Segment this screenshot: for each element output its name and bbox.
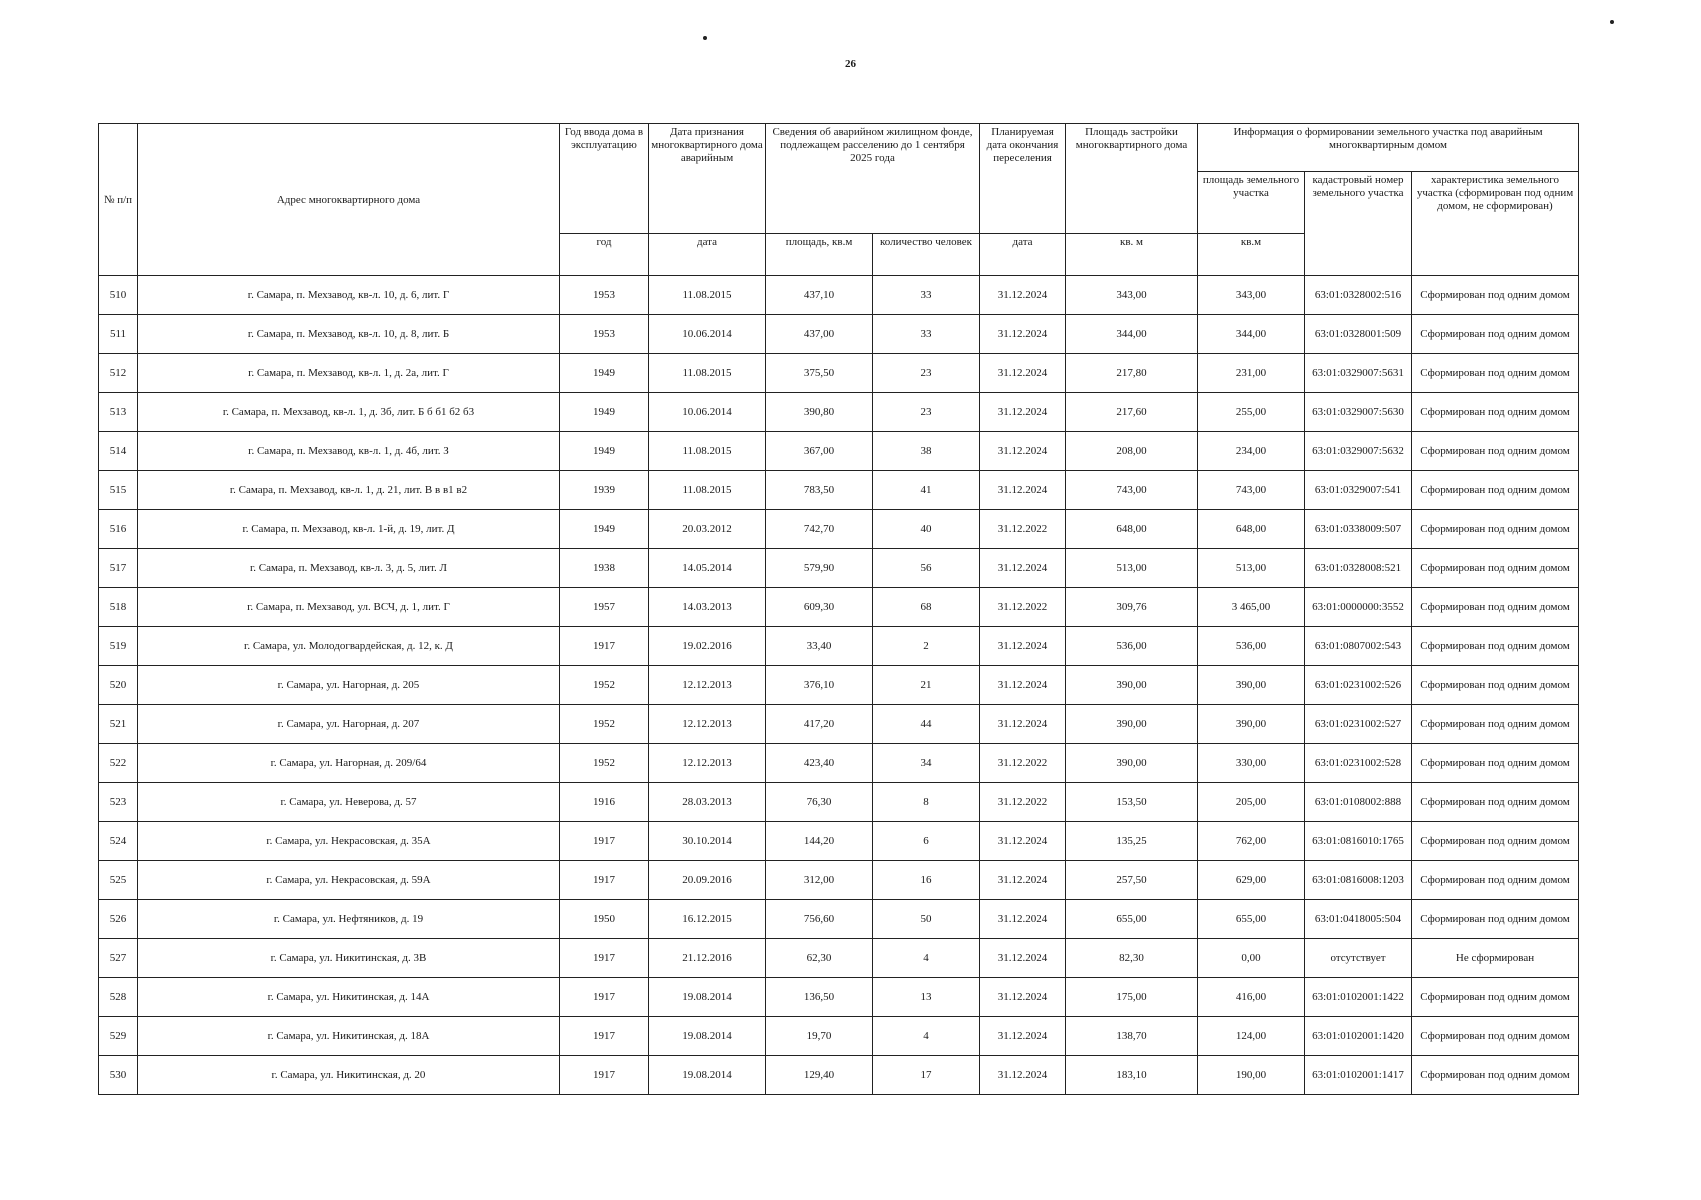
row-people: 2 <box>873 627 980 666</box>
row-address: г. Самара, п. Мехзавод, кв-л. 1, д. 21, лит. В в в1 в2 <box>138 471 560 510</box>
row-year: 1950 <box>560 900 649 939</box>
row-area: 609,30 <box>766 588 873 627</box>
row-land-area: 390,00 <box>1198 666 1305 705</box>
row-year: 1953 <box>560 276 649 315</box>
table-row <box>99 471 1579 510</box>
row-number: 521 <box>99 705 138 744</box>
row-year: 1939 <box>560 471 649 510</box>
row-people: 4 <box>873 1017 980 1056</box>
row-land-area: 743,00 <box>1198 471 1305 510</box>
row-date-emergency: 14.05.2014 <box>649 549 766 588</box>
table-row <box>99 510 1579 549</box>
table-row <box>99 1056 1579 1095</box>
header-land-char: характеристика земельного участка (сформирован под одним домом, не сформирован) <box>1412 172 1579 276</box>
row-building-area: 183,10 <box>1066 1056 1198 1095</box>
row-date-emergency: 11.08.2015 <box>649 432 766 471</box>
row-building-area: 344,00 <box>1066 315 1198 354</box>
row-cadastral: 63:01:0231002:528 <box>1305 744 1412 783</box>
row-number: 512 <box>99 354 138 393</box>
row-year: 1917 <box>560 627 649 666</box>
row-people: 44 <box>873 705 980 744</box>
row-cadastral: 63:01:0329007:5631 <box>1305 354 1412 393</box>
row-address: г. Самара, ул. Некрасовская, д. 59А <box>138 861 560 900</box>
row-address: г. Самара, ул. Никитинская, д. 14А <box>138 978 560 1017</box>
row-people: 68 <box>873 588 980 627</box>
row-land-char: Сформирован под одним домом <box>1412 315 1579 354</box>
row-building-area: 217,80 <box>1066 354 1198 393</box>
row-year: 1916 <box>560 783 649 822</box>
row-land-char: Сформирован под одним домом <box>1412 471 1579 510</box>
row-land-char: Не сформирован <box>1412 939 1579 978</box>
row-date-emergency: 10.06.2014 <box>649 315 766 354</box>
row-number: 513 <box>99 393 138 432</box>
row-area: 312,00 <box>766 861 873 900</box>
row-cadastral: 63:01:0418005:504 <box>1305 900 1412 939</box>
row-area: 33,40 <box>766 627 873 666</box>
row-land-area: 255,00 <box>1198 393 1305 432</box>
row-cadastral: 63:01:0328001:509 <box>1305 315 1412 354</box>
row-number: 520 <box>99 666 138 705</box>
row-cadastral: 63:01:0807002:543 <box>1305 627 1412 666</box>
row-people: 17 <box>873 1056 980 1095</box>
row-date-emergency: 11.08.2015 <box>649 276 766 315</box>
row-date-emergency: 19.08.2014 <box>649 1056 766 1095</box>
row-area: 76,30 <box>766 783 873 822</box>
row-planned-end: 31.12.2024 <box>980 354 1066 393</box>
row-land-area: 344,00 <box>1198 315 1305 354</box>
row-people: 23 <box>873 354 980 393</box>
row-year: 1952 <box>560 705 649 744</box>
row-area: 367,00 <box>766 432 873 471</box>
row-building-area: 390,00 <box>1066 744 1198 783</box>
row-people: 33 <box>873 315 980 354</box>
row-planned-end: 31.12.2022 <box>980 588 1066 627</box>
row-number: 522 <box>99 744 138 783</box>
row-planned-end: 31.12.2024 <box>980 393 1066 432</box>
table-row <box>99 627 1579 666</box>
row-building-area: 257,50 <box>1066 861 1198 900</box>
row-people: 4 <box>873 939 980 978</box>
row-address: г. Самара, ул. Нефтяников, д. 19 <box>138 900 560 939</box>
row-people: 33 <box>873 276 980 315</box>
row-land-area: 655,00 <box>1198 900 1305 939</box>
row-land-char: Сформирован под одним домом <box>1412 393 1579 432</box>
row-date-emergency: 30.10.2014 <box>649 822 766 861</box>
row-number: 510 <box>99 276 138 315</box>
row-building-area: 175,00 <box>1066 978 1198 1017</box>
row-year: 1917 <box>560 822 649 861</box>
row-land-area: 536,00 <box>1198 627 1305 666</box>
unit-building: кв. м <box>1066 234 1198 276</box>
unit-date: дата <box>649 234 766 276</box>
row-area: 579,90 <box>766 549 873 588</box>
row-number: 528 <box>99 978 138 1017</box>
table-row <box>99 744 1579 783</box>
row-year: 1957 <box>560 588 649 627</box>
row-land-area: 3 465,00 <box>1198 588 1305 627</box>
header-land-area: площадь земельного участка <box>1198 172 1305 234</box>
row-building-area: 309,76 <box>1066 588 1198 627</box>
row-people: 38 <box>873 432 980 471</box>
unit-end-date: дата <box>980 234 1066 276</box>
row-people: 6 <box>873 822 980 861</box>
row-date-emergency: 12.12.2013 <box>649 666 766 705</box>
row-planned-end: 31.12.2024 <box>980 276 1066 315</box>
row-number: 527 <box>99 939 138 978</box>
header-housing-info: Сведения об аварийном жилищном фонде, подлежащем расселению до 1 сентября 2025 года <box>766 124 980 234</box>
row-cadastral: 63:01:0328002:516 <box>1305 276 1412 315</box>
header-date-emergency: Дата признания многоквартирного дома аварийным <box>649 124 766 234</box>
row-cadastral: 63:01:0816010:1765 <box>1305 822 1412 861</box>
table-row <box>99 666 1579 705</box>
table-row <box>99 1017 1579 1056</box>
header-num: № п/п <box>99 124 138 276</box>
row-planned-end: 31.12.2024 <box>980 861 1066 900</box>
row-address: г. Самара, п. Мехзавод, кв-л. 1, д. 4б, лит. З <box>138 432 560 471</box>
row-building-area: 655,00 <box>1066 900 1198 939</box>
row-planned-end: 31.12.2024 <box>980 666 1066 705</box>
unit-area: площадь, кв.м <box>766 234 873 276</box>
row-cadastral: 63:01:0816008:1203 <box>1305 861 1412 900</box>
row-planned-end: 31.12.2022 <box>980 744 1066 783</box>
table-row <box>99 549 1579 588</box>
row-building-area: 135,25 <box>1066 822 1198 861</box>
row-address: г. Самара, ул. Неверова, д. 57 <box>138 783 560 822</box>
row-area: 144,20 <box>766 822 873 861</box>
row-address: г. Самара, п. Мехзавод, кв-л. 1-й, д. 19, лит. Д <box>138 510 560 549</box>
row-land-char: Сформирован под одним домом <box>1412 276 1579 315</box>
row-area: 437,00 <box>766 315 873 354</box>
table-row <box>99 588 1579 627</box>
row-people: 23 <box>873 393 980 432</box>
row-date-emergency: 10.06.2014 <box>649 393 766 432</box>
row-cadastral: 63:01:0328008:521 <box>1305 549 1412 588</box>
row-building-area: 217,60 <box>1066 393 1198 432</box>
row-year: 1917 <box>560 978 649 1017</box>
row-building-area: 138,70 <box>1066 1017 1198 1056</box>
row-cadastral: 63:01:0329007:5630 <box>1305 393 1412 432</box>
row-area: 376,10 <box>766 666 873 705</box>
row-date-emergency: 14.03.2013 <box>649 588 766 627</box>
row-year: 1952 <box>560 744 649 783</box>
row-date-emergency: 19.08.2014 <box>649 1017 766 1056</box>
row-land-char: Сформирован под одним домом <box>1412 354 1579 393</box>
table-row <box>99 354 1579 393</box>
row-area: 783,50 <box>766 471 873 510</box>
header-planned-end: Планируемая дата окончания переселения <box>980 124 1066 234</box>
header-land-info: Информация о формировании земельного участка под аварийным многоквартирным домом <box>1198 124 1579 172</box>
row-number: 511 <box>99 315 138 354</box>
row-planned-end: 31.12.2024 <box>980 315 1066 354</box>
row-land-char: Сформирован под одним домом <box>1412 900 1579 939</box>
row-number: 515 <box>99 471 138 510</box>
row-address: г. Самара, ул. Никитинская, д. 18А <box>138 1017 560 1056</box>
table-row <box>99 705 1579 744</box>
row-planned-end: 31.12.2022 <box>980 783 1066 822</box>
row-cadastral: 63:01:0102001:1420 <box>1305 1017 1412 1056</box>
row-date-emergency: 12.12.2013 <box>649 744 766 783</box>
row-year: 1917 <box>560 1017 649 1056</box>
row-area: 19,70 <box>766 1017 873 1056</box>
row-land-char: Сформирован под одним домом <box>1412 1017 1579 1056</box>
row-land-char: Сформирован под одним домом <box>1412 978 1579 1017</box>
row-number: 514 <box>99 432 138 471</box>
row-address: г. Самара, п. Мехзавод, кв-л. 3, д. 5, лит. Л <box>138 549 560 588</box>
row-land-char: Сформирован под одним домом <box>1412 432 1579 471</box>
row-date-emergency: 11.08.2015 <box>649 471 766 510</box>
row-cadastral: 63:01:0329007:5632 <box>1305 432 1412 471</box>
row-land-area: 234,00 <box>1198 432 1305 471</box>
row-land-area: 330,00 <box>1198 744 1305 783</box>
table-row <box>99 393 1579 432</box>
unit-people: количество человек <box>873 234 980 276</box>
row-address: г. Самара, п. Мехзавод, ул. ВСЧ, д. 1, лит. Г <box>138 588 560 627</box>
row-people: 34 <box>873 744 980 783</box>
emergency-housing-table <box>98 123 1579 1095</box>
row-cadastral: 63:01:0102001:1417 <box>1305 1056 1412 1095</box>
row-area: 62,30 <box>766 939 873 978</box>
row-land-area: 190,00 <box>1198 1056 1305 1095</box>
row-planned-end: 31.12.2024 <box>980 471 1066 510</box>
row-land-area: 629,00 <box>1198 861 1305 900</box>
row-people: 16 <box>873 861 980 900</box>
row-people: 56 <box>873 549 980 588</box>
row-area: 136,50 <box>766 978 873 1017</box>
row-planned-end: 31.12.2024 <box>980 1017 1066 1056</box>
row-number: 529 <box>99 1017 138 1056</box>
row-year: 1949 <box>560 354 649 393</box>
row-cadastral: 63:01:0000000:3552 <box>1305 588 1412 627</box>
row-land-area: 416,00 <box>1198 978 1305 1017</box>
row-land-area: 762,00 <box>1198 822 1305 861</box>
row-number: 530 <box>99 1056 138 1095</box>
row-date-emergency: 19.08.2014 <box>649 978 766 1017</box>
row-people: 13 <box>873 978 980 1017</box>
row-number: 523 <box>99 783 138 822</box>
row-cadastral: отсутствует <box>1305 939 1412 978</box>
row-area: 756,60 <box>766 900 873 939</box>
row-date-emergency: 16.12.2015 <box>649 900 766 939</box>
row-date-emergency: 20.09.2016 <box>649 861 766 900</box>
row-building-area: 390,00 <box>1066 666 1198 705</box>
table-row <box>99 432 1579 471</box>
row-date-emergency: 20.03.2012 <box>649 510 766 549</box>
row-building-area: 208,00 <box>1066 432 1198 471</box>
table-row <box>99 978 1579 1017</box>
header-cadastral: кадастровый номер земельного участка <box>1305 172 1412 276</box>
row-number: 524 <box>99 822 138 861</box>
row-number: 518 <box>99 588 138 627</box>
row-area: 437,10 <box>766 276 873 315</box>
row-cadastral: 63:01:0231002:526 <box>1305 666 1412 705</box>
row-planned-end: 31.12.2022 <box>980 510 1066 549</box>
scan-speck <box>703 36 707 40</box>
row-land-char: Сформирован под одним домом <box>1412 627 1579 666</box>
row-building-area: 743,00 <box>1066 471 1198 510</box>
header-year-commission: Год ввода дома в эксплуатацию <box>560 124 649 234</box>
row-planned-end: 31.12.2024 <box>980 939 1066 978</box>
row-building-area: 390,00 <box>1066 705 1198 744</box>
row-land-char: Сформирован под одним домом <box>1412 822 1579 861</box>
page-number: 26 <box>845 58 856 70</box>
row-number: 526 <box>99 900 138 939</box>
row-land-char: Сформирован под одним домом <box>1412 705 1579 744</box>
row-year: 1949 <box>560 432 649 471</box>
row-year: 1949 <box>560 393 649 432</box>
row-date-emergency: 28.03.2013 <box>649 783 766 822</box>
row-address: г. Самара, п. Мехзавод, кв-л. 10, д. 8, лит. Б <box>138 315 560 354</box>
table-row <box>99 861 1579 900</box>
row-year: 1953 <box>560 315 649 354</box>
row-address: г. Самара, ул. Нагорная, д. 207 <box>138 705 560 744</box>
row-cadastral: 63:01:0329007:541 <box>1305 471 1412 510</box>
row-date-emergency: 19.02.2016 <box>649 627 766 666</box>
row-land-char: Сформирован под одним домом <box>1412 510 1579 549</box>
row-planned-end: 31.12.2024 <box>980 822 1066 861</box>
row-number: 517 <box>99 549 138 588</box>
row-land-char: Сформирован под одним домом <box>1412 744 1579 783</box>
row-date-emergency: 11.08.2015 <box>649 354 766 393</box>
table-row <box>99 939 1579 978</box>
table-row <box>99 900 1579 939</box>
row-address: г. Самара, ул. Никитинская, д. 20 <box>138 1056 560 1095</box>
row-cadastral: 63:01:0108002:888 <box>1305 783 1412 822</box>
row-area: 742,70 <box>766 510 873 549</box>
row-land-area: 390,00 <box>1198 705 1305 744</box>
row-date-emergency: 21.12.2016 <box>649 939 766 978</box>
row-year: 1917 <box>560 861 649 900</box>
header-building-area: Площадь застройки многоквартирного дома <box>1066 124 1198 234</box>
unit-year: год <box>560 234 649 276</box>
row-area: 375,50 <box>766 354 873 393</box>
row-land-char: Сформирован под одним домом <box>1412 1056 1579 1095</box>
row-address: г. Самара, ул. Некрасовская, д. 35А <box>138 822 560 861</box>
row-address: г. Самара, п. Мехзавод, кв-л. 10, д. 6, лит. Г <box>138 276 560 315</box>
row-year: 1938 <box>560 549 649 588</box>
row-land-char: Сформирован под одним домом <box>1412 666 1579 705</box>
row-land-char: Сформирован под одним домом <box>1412 783 1579 822</box>
row-planned-end: 31.12.2024 <box>980 432 1066 471</box>
row-cadastral: 63:01:0338009:507 <box>1305 510 1412 549</box>
row-land-area: 124,00 <box>1198 1017 1305 1056</box>
row-number: 525 <box>99 861 138 900</box>
row-land-area: 513,00 <box>1198 549 1305 588</box>
row-land-area: 0,00 <box>1198 939 1305 978</box>
row-year: 1949 <box>560 510 649 549</box>
row-year: 1952 <box>560 666 649 705</box>
scan-speck <box>1610 20 1614 24</box>
row-cadastral: 63:01:0231002:527 <box>1305 705 1412 744</box>
row-building-area: 648,00 <box>1066 510 1198 549</box>
row-planned-end: 31.12.2024 <box>980 1056 1066 1095</box>
row-year: 1917 <box>560 1056 649 1095</box>
row-planned-end: 31.12.2024 <box>980 978 1066 1017</box>
row-building-area: 153,50 <box>1066 783 1198 822</box>
row-land-area: 343,00 <box>1198 276 1305 315</box>
row-land-area: 231,00 <box>1198 354 1305 393</box>
row-building-area: 343,00 <box>1066 276 1198 315</box>
row-building-area: 82,30 <box>1066 939 1198 978</box>
row-area: 423,40 <box>766 744 873 783</box>
row-people: 41 <box>873 471 980 510</box>
row-area: 390,80 <box>766 393 873 432</box>
row-building-area: 513,00 <box>1066 549 1198 588</box>
row-address: г. Самара, ул. Нагорная, д. 205 <box>138 666 560 705</box>
row-planned-end: 31.12.2024 <box>980 705 1066 744</box>
unit-land: кв.м <box>1198 234 1305 276</box>
row-people: 8 <box>873 783 980 822</box>
row-people: 50 <box>873 900 980 939</box>
row-date-emergency: 12.12.2013 <box>649 705 766 744</box>
table-row <box>99 276 1579 315</box>
row-people: 40 <box>873 510 980 549</box>
row-address: г. Самара, ул. Нагорная, д. 209/64 <box>138 744 560 783</box>
row-address: г. Самара, п. Мехзавод, кв-л. 1, д. 2а, лит. Г <box>138 354 560 393</box>
row-cadastral: 63:01:0102001:1422 <box>1305 978 1412 1017</box>
row-land-char: Сформирован под одним домом <box>1412 861 1579 900</box>
row-address: г. Самара, п. Мехзавод, кв-л. 1, д. 3б, лит. Б б б1 б2 б3 <box>138 393 560 432</box>
table-row <box>99 822 1579 861</box>
row-planned-end: 31.12.2024 <box>980 549 1066 588</box>
table-row <box>99 315 1579 354</box>
row-building-area: 536,00 <box>1066 627 1198 666</box>
row-number: 519 <box>99 627 138 666</box>
row-people: 21 <box>873 666 980 705</box>
row-land-area: 648,00 <box>1198 510 1305 549</box>
table-row <box>99 783 1579 822</box>
row-land-char: Сформирован под одним домом <box>1412 588 1579 627</box>
row-planned-end: 31.12.2024 <box>980 627 1066 666</box>
row-land-area: 205,00 <box>1198 783 1305 822</box>
row-area: 417,20 <box>766 705 873 744</box>
row-address: г. Самара, ул. Никитинская, д. 3В <box>138 939 560 978</box>
row-number: 516 <box>99 510 138 549</box>
row-year: 1917 <box>560 939 649 978</box>
row-area: 129,40 <box>766 1056 873 1095</box>
header-address: Адрес многоквартирного дома <box>138 124 560 276</box>
row-land-char: Сформирован под одним домом <box>1412 549 1579 588</box>
row-address: г. Самара, ул. Молодогвардейская, д. 12, к. Д <box>138 627 560 666</box>
row-planned-end: 31.12.2024 <box>980 900 1066 939</box>
